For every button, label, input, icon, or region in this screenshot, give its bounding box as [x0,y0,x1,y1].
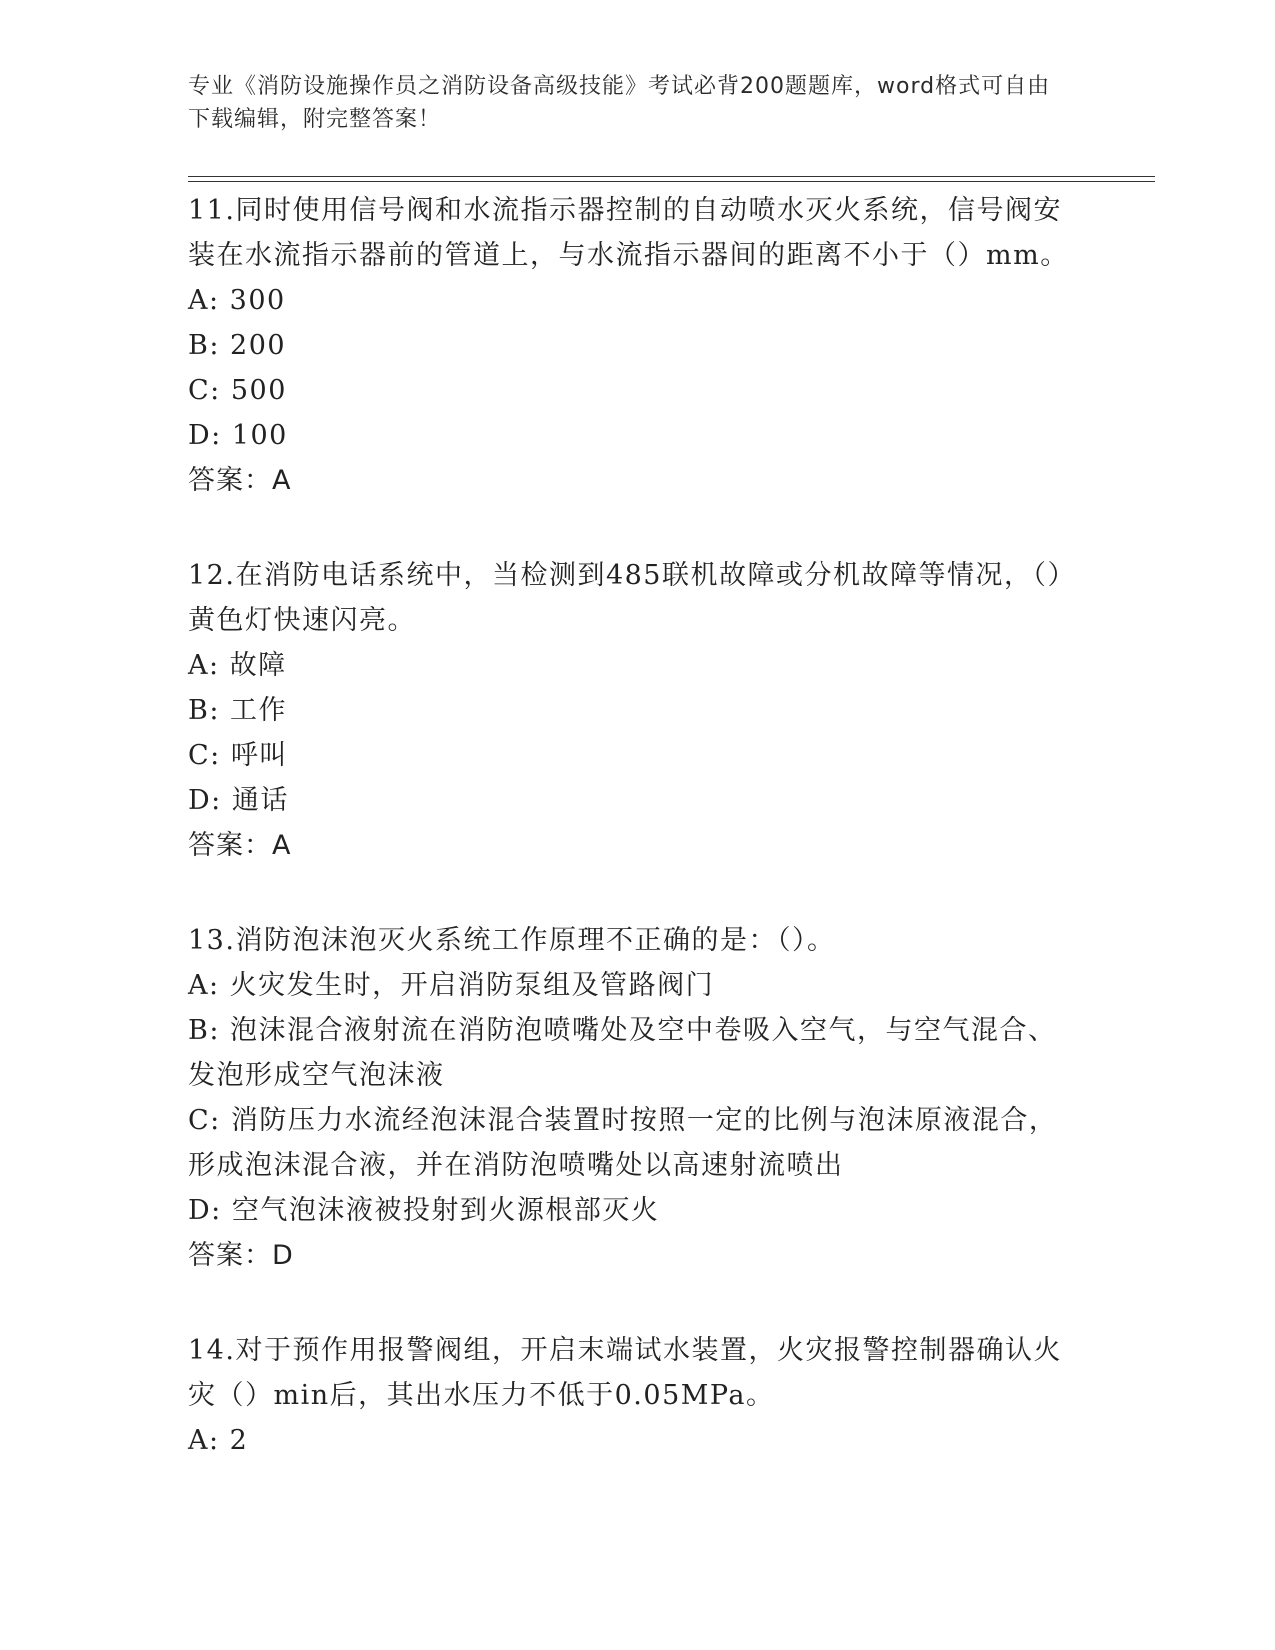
answer-line: 答案：D [188,1240,294,1271]
header-divider-bottom [188,181,1155,182]
option-b: B: 泡沫混合液射流在消防泡喷嘴处及空中卷吸入空气，与空气混合、发泡形成空气泡沫液 [188,1015,1057,1091]
question-stem: 12.在消防电话系统中，当检测到485联机故障或分机故障等情况，（）黄色灯快速闪亮。 [188,560,1076,636]
answer-line: 答案：A [188,830,292,861]
question-12 [188,553,1078,868]
option-c: C: 500 [188,375,287,406]
option-d: D: 空气泡沫液被投射到火源根部灭火 [188,1195,660,1226]
option-a: A: 故障 [188,650,287,681]
option-c: C: 消防压力水流经泡沫混合装置时按照一定的比例与泡沫原液混合，形成泡沫混合液，并在消防泡喷嘴处以高速射流喷出 [188,1105,1058,1181]
question-11 [188,188,1078,503]
option-c: C: 呼叫 [188,740,288,771]
question-list [188,188,1078,1463]
document-header: 专业《消防设施操作员之消防设备高级技能》考试必背200题题库，word格式可自由下载编辑，附完整答案！ [188,74,1051,132]
question-14 [188,1328,1078,1463]
option-b: B: 工作 [188,695,288,726]
answer-line: 答案：A [188,465,292,496]
option-a: A: 2 [188,1425,249,1456]
option-d: D: 通话 [188,785,289,816]
option-b: B: 200 [188,330,287,361]
question-stem: 11.同时使用信号阀和水流指示器控制的自动喷水灭火系统，信号阀安装在水流指示器前的管道上，与水流指示器间的距离不小于（）mm。 [188,195,1069,271]
option-d: D: 100 [188,420,288,451]
question-stem: 13.消防泡沫泡灭火系统工作原理不正确的是：（）。 [188,925,836,956]
question-13 [188,918,1078,1278]
header-divider-top [188,176,1155,177]
question-stem: 14.对于预作用报警阀组，开启末端试水装置，火灾报警控制器确认火灾（）min后，其出水压力不低于0.05MPa。 [188,1335,1062,1411]
option-a: A: 300 [188,285,286,316]
option-a: A: 火灾发生时，开启消防泵组及管路阀门 [188,970,715,1001]
